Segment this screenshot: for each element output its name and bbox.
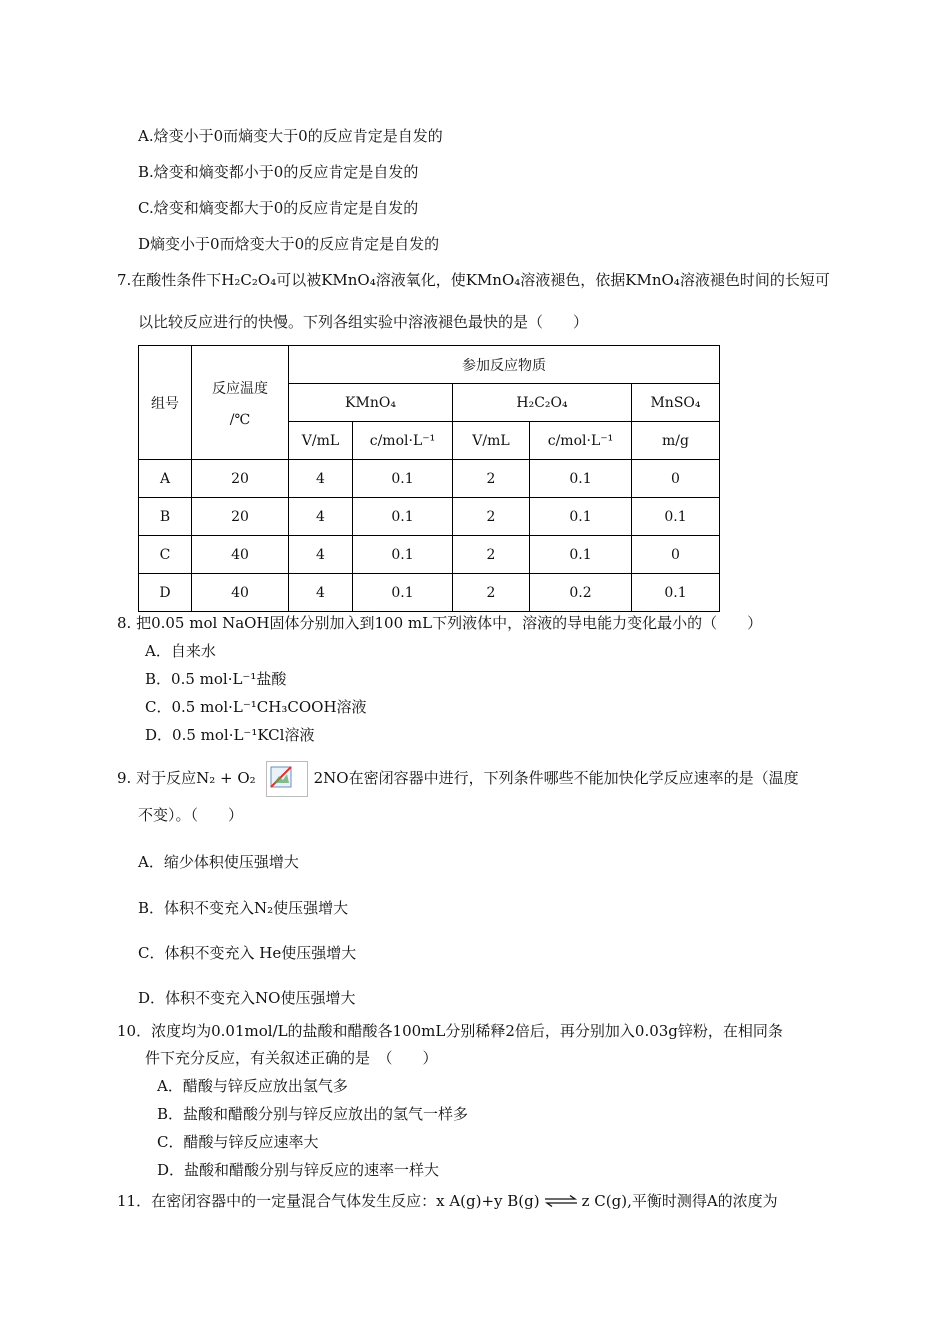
table-row: [139, 536, 720, 574]
table-header-kmno4: KMnO₄: [289, 384, 453, 422]
q11-stem-pre: 11．在密闭容器中的一定量混合气体发生反应：x A(g)+y B(g): [117, 1192, 540, 1210]
temp-label: 反应温度: [212, 380, 268, 397]
q9-stem-line2: 不变）。（ ）: [138, 806, 244, 824]
cell: 0: [632, 460, 720, 498]
broken-image-icon: [266, 761, 308, 797]
cell: 0: [632, 536, 720, 574]
q7-experiment-table: [138, 345, 720, 612]
cell: 4: [289, 460, 353, 498]
cell: 2: [453, 536, 530, 574]
cell: 4: [289, 498, 353, 536]
cell: 0.1: [353, 460, 453, 498]
q8-option-d: D．0.5 mol·L⁻¹KCl溶液: [145, 726, 315, 744]
cell: 0.1: [353, 536, 453, 574]
q9-option-a: A．缩少体积使压强增大: [138, 853, 299, 871]
cell: 20: [192, 498, 289, 536]
table-header-reactants: 参加反应物质: [289, 346, 720, 384]
cell: 0.1: [353, 498, 453, 536]
q9-stem-post: 2NO在密闭容器中进行，下列条件哪些不能加快化学反应速率的是（温度: [313, 769, 799, 787]
cell: 4: [289, 574, 353, 612]
cell: 0.1: [530, 536, 632, 574]
q6-option-c: C.焓变和熵变都大于0的反应肯定是自发的: [138, 199, 419, 217]
q8-option-c: C．0.5 mol·L⁻¹CH₃COOH溶液: [145, 698, 367, 716]
q7-stem-line1: 7.在酸性条件下H₂C₂O₄可以被KMnO₄溶液氧化，使KMnO₄溶液褪色，依据KMnO₄溶液褪色时间的长短可: [117, 271, 830, 289]
table-header-group: 组号: [139, 346, 192, 460]
cell: 0.1: [632, 574, 720, 612]
cell: 0.1: [632, 498, 720, 536]
q9-stem-pre: 9. 对于反应N₂ + O₂: [117, 769, 256, 787]
cell: 0.1: [353, 574, 453, 612]
q9-option-c: C．体积不变充入 He使压强增大: [138, 944, 357, 962]
q11-stem: [117, 1191, 778, 1212]
table-header-mnso4: MnSO₄: [632, 384, 720, 422]
unit-volume: V/mL: [289, 422, 353, 460]
cell: 0.2: [530, 574, 632, 612]
table-header-h2c2o4: H₂C₂O₄: [453, 384, 632, 422]
q8-stem: 8. 把0.05 mol NaOH固体分别加入到100 mL下列液体中，溶液的导电能力变化最小的（ ）: [117, 614, 763, 632]
q8-option-a: A．自来水: [145, 642, 216, 660]
cell: 40: [192, 536, 289, 574]
cell: A: [139, 460, 192, 498]
q9-stem-line1: [117, 760, 799, 797]
q10-option-d: D．盐酸和醋酸分别与锌反应的速率一样大: [157, 1161, 440, 1179]
temp-unit: /℃: [229, 411, 251, 428]
q6-option-a: A.焓变小于0而熵变大于0的反应肯定是自发的: [138, 127, 443, 145]
q6-option-b: B.焓变和熵变都小于0的反应肯定是自发的: [138, 163, 419, 181]
q7-stem-line2: 以比较反应进行的快慢。下列各组实验中溶液褪色最快的是（ ）: [138, 313, 589, 331]
table-row: [139, 498, 720, 536]
cell: 0.1: [530, 498, 632, 536]
unit-volume: V/mL: [453, 422, 530, 460]
cell: 20: [192, 460, 289, 498]
table-header-temperature: [192, 346, 289, 460]
q10-stem-line2: 件下充分反应，有关叙述正确的是 （ ）: [145, 1049, 438, 1067]
q10-option-c: C．醋酸与锌反应速率大: [157, 1133, 319, 1151]
unit-concentration: c/mol·L⁻¹: [530, 422, 632, 460]
q10-stem-line1: 10．浓度均为0.01mol/L的盐酸和醋酸各100mL分别稀释2倍后，再分别加入0.03g锌粉，在相同条: [117, 1022, 783, 1040]
q10-option-b: B．盐酸和醋酸分别与锌反应放出的氢气一样多: [157, 1105, 469, 1123]
cell: B: [139, 498, 192, 536]
q9-option-d: D．体积不变充入NO使压强增大: [138, 989, 356, 1007]
cell: C: [139, 536, 192, 574]
q11-stem-post: z C(g),平衡时测得A的浓度为: [581, 1192, 778, 1210]
cell: 0.1: [530, 460, 632, 498]
cell: D: [139, 574, 192, 612]
q9-option-b: B．体积不变充入N₂使压强增大: [138, 899, 349, 917]
equilibrium-arrow-icon: [544, 1192, 578, 1212]
q6-option-d: D熵变小于0而焓变大于0的反应肯定是自发的: [138, 235, 440, 253]
q8-option-b: B．0.5 mol·L⁻¹盐酸: [145, 670, 287, 688]
table-row: [139, 460, 720, 498]
q10-option-a: A．醋酸与锌反应放出氢气多: [157, 1077, 348, 1095]
table-row: [139, 574, 720, 612]
cell: 2: [453, 498, 530, 536]
unit-mass: m/g: [632, 422, 720, 460]
cell: 40: [192, 574, 289, 612]
cell: 2: [453, 574, 530, 612]
cell: 4: [289, 536, 353, 574]
cell: 2: [453, 460, 530, 498]
unit-concentration: c/mol·L⁻¹: [353, 422, 453, 460]
